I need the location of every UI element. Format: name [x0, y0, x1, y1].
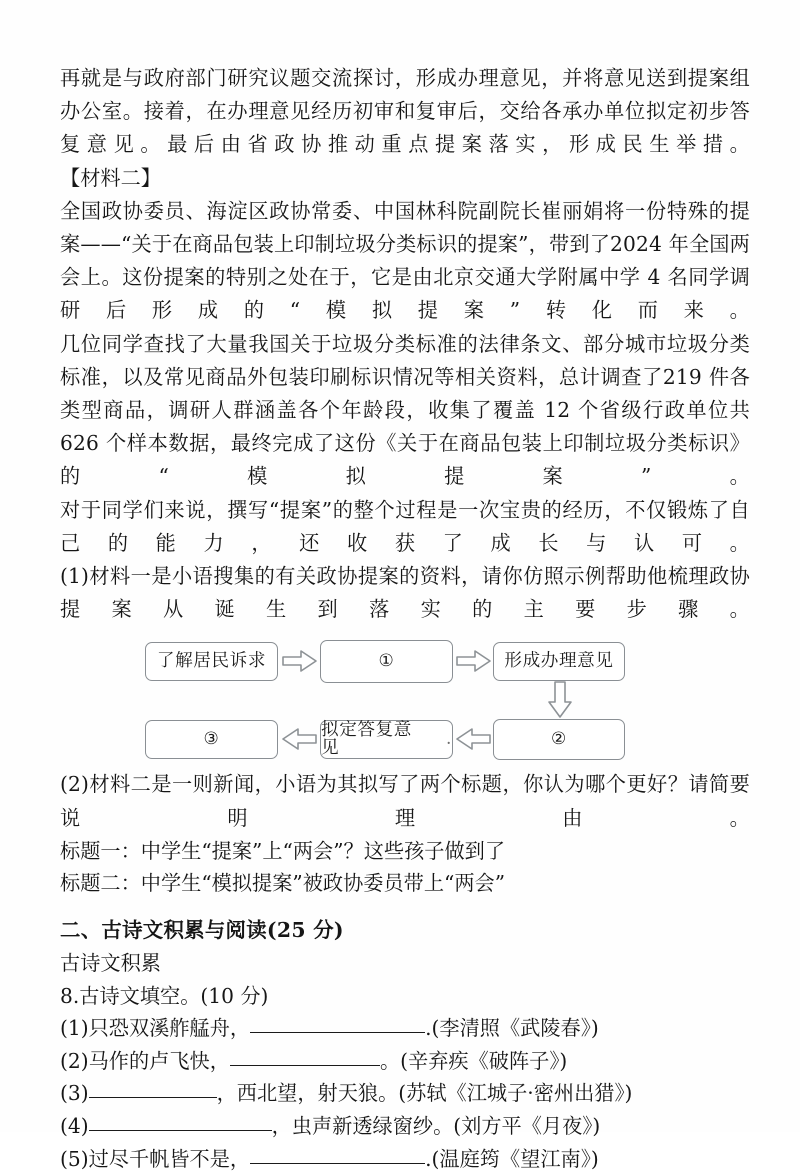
fill-blank-item-5-before: 过尽千帆皆不是， [88, 1146, 251, 1171]
fill-blank-item-4-label: (4) [60, 1114, 89, 1139]
paragraph-material-two-intro: 全国政协委员、海淀区政协常委、中国林科院副院长崔丽娟将一份特殊的提案——“关于在商品包装上印制垃圾分类标识的提案”，带到了2024 年全国两会上。这份提案的特别之处在于，它是由北京交通大学附属中学 4 名同学调研后形成的“模拟提案”转化而来。 [60, 198, 750, 323]
flowchart-box-step5-label: 拟定答复意见 [321, 720, 412, 758]
fill-blank-item-4-after: ，虫声新透绿窗纱。(刘方平《月夜》) [271, 1114, 601, 1139]
fill-blank-item-1-blank[interactable] [250, 1016, 425, 1033]
paragraph-material-one-continued: 再就是与政府部门研究议题交流探讨，形成办理意见，并将意见送到提案组办公室。接着，在办理意见经历初审和复审后，交给各承办单位拟定初步答复意见。最后由省政协推动重点提案落实，形成民生举措。 [60, 66, 750, 157]
flowchart-box-step5-mark: . [445, 729, 452, 750]
flowchart-box-step6 [145, 720, 278, 759]
page-content [60, 62, 750, 1175]
proposal-flowchart [60, 638, 750, 762]
section-two-subheading: 古诗文积累 [60, 951, 161, 976]
paragraph-material-two-reflection: 对于同学们来说，撰写“提案”的整个过程是一次宝贵的经历，不仅锻炼了自己的能力，还收获了成长与认可。 [60, 497, 750, 555]
paragraph-material-two-research: 几位同学查找了大量我国关于垃圾分类标准的法律条文、部分城市垃圾分类标准，以及常见商品外包装印刷标识情况等相关资料，总计调查了219 件各类型商品，调研人群涵盖各个年龄段，收集了覆盖 12 个省级行政单位共 626 个样本数据，最终完成了这份《关于在商品包装上印制垃圾分类标识》的“模拟提案”。 [60, 331, 750, 489]
flowchart-arrow-down [547, 681, 573, 719]
flowchart-arrow-right-1 [282, 649, 318, 673]
flowchart-box-step3 [493, 642, 625, 681]
fill-blank-item-1-label: (1) [60, 1016, 89, 1041]
fill-blank-item-5 [60, 1143, 750, 1175]
question-8-prompt: 8.古诗文填空。(10 分) [60, 983, 269, 1008]
flowchart-box-step3-label: 形成办理意见 [504, 651, 614, 672]
flowchart-box-step2 [320, 640, 453, 683]
flowchart-box-step1 [145, 642, 278, 681]
flowchart-box-step4 [493, 719, 625, 760]
question-2-title-option-two: 标题二：中学生“模拟提案”被政协委员带上“两会” [60, 871, 506, 896]
fill-blank-item-1-after: .(李清照《武陵春》) [425, 1016, 599, 1041]
fill-blank-item-1 [60, 1012, 750, 1045]
fill-blank-item-3 [60, 1077, 750, 1110]
fill-blank-item-3-after: ，西北望，射天狼。(苏轼《江城子·密州出猎》) [216, 1081, 633, 1106]
section-two-heading: 二、古诗文积累与阅读(25 分) [60, 918, 344, 943]
fill-blank-item-2 [60, 1045, 750, 1078]
flowchart-box-step1-label: 了解居民诉求 [156, 651, 267, 672]
fill-blank-item-5-label: (5) [60, 1146, 89, 1171]
fill-blank-item-3-blank[interactable] [89, 1081, 217, 1098]
fill-blank-item-2-before: 马作的卢飞快， [88, 1048, 230, 1073]
flowchart-box-step2-label: ① [378, 651, 395, 672]
fill-blank-item-3-label: (3) [60, 1081, 89, 1106]
flowchart-box-step5 [320, 720, 453, 759]
fill-blank-item-2-blank[interactable] [230, 1049, 380, 1066]
flowchart-arrow-right-2 [456, 649, 492, 673]
flowchart-box-step6-label: ③ [203, 729, 220, 750]
question-2-title-option-one: 标题一：中学生“提案”上“两会”？这些孩子做到了 [60, 838, 506, 863]
fill-blank-item-5-after: .(温庭筠《望江南》) [425, 1146, 599, 1171]
fill-blank-item-2-after: 。(辛弃疾《破阵子》) [379, 1048, 568, 1073]
fill-blank-item-5-blank[interactable] [250, 1147, 425, 1164]
material-two-tag: 【材料二】 [60, 165, 161, 190]
flowchart-arrow-left-2 [282, 727, 318, 751]
fill-blank-item-4-blank[interactable] [89, 1114, 272, 1131]
question-2-prompt: (2)材料二是一则新闻，小语为其拟写了两个标题，你认为哪个更好？请简要说明理由。 [60, 772, 750, 830]
question-1-prompt: (1)材料一是小语搜集的有关政协提案的资料，请你仿照示例帮助他梳理政协提案从诞生到落实的主要步骤。 [60, 564, 750, 622]
flowchart-arrow-left-1 [456, 727, 492, 751]
flowchart-box-step4-label: ② [550, 729, 567, 750]
fill-blank-item-1-before: 只恐双溪舴艋舟， [88, 1016, 251, 1041]
fill-blank-item-2-label: (2) [60, 1048, 89, 1073]
fill-blank-item-4 [60, 1110, 750, 1143]
